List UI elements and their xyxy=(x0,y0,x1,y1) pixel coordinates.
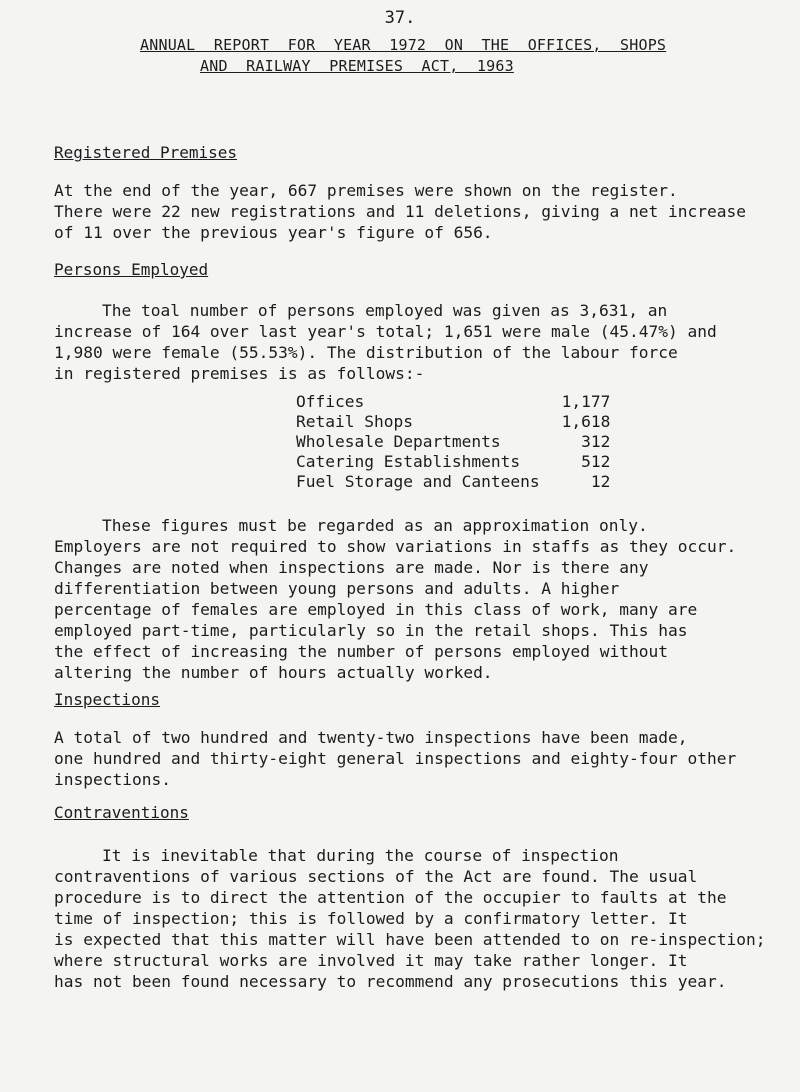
text-line: contraventions of various sections of the Act are found. The usual xyxy=(54,867,698,886)
page-number: 37. xyxy=(384,8,416,28)
row-label: Offices xyxy=(296,392,365,411)
row-label: Retail Shops xyxy=(296,412,413,431)
heading-inspections: Inspections xyxy=(54,690,160,709)
text-line: of 11 over the previous year's figure of 656. xyxy=(54,223,493,242)
row-value: 312 xyxy=(581,432,611,451)
paragraph-registered-premises xyxy=(54,180,794,243)
row-value: 12 xyxy=(590,472,611,491)
heading-persons-employed: Persons Employed xyxy=(54,260,209,279)
row-value: 1,618 xyxy=(561,412,611,431)
text-line: the effect of increasing the number of persons employed without xyxy=(54,642,668,661)
paragraph-inspections xyxy=(54,727,794,790)
text-line: Changes are noted when inspections are made. Nor is there any xyxy=(54,558,649,577)
text-line: It is inevitable that during the course of inspection xyxy=(102,846,619,865)
text-line: procedure is to direct the attention of the occupier to faults at the xyxy=(54,888,727,907)
row-label: Wholesale Departments xyxy=(296,432,501,451)
row-label: Fuel Storage and Canteens xyxy=(296,472,540,491)
paragraph-approximation-note xyxy=(54,515,794,683)
text-line: one hundred and thirty-eight general inspections and eighty-four other xyxy=(54,749,737,768)
text-line: in registered premises is as follows:- xyxy=(54,364,425,383)
row-value: 1,177 xyxy=(561,392,611,411)
text-line: The toal number of persons employed was given as 3,631, an xyxy=(102,301,668,320)
row-value: 512 xyxy=(581,452,611,471)
table-row xyxy=(296,412,610,432)
text-line: employed part-time, particularly so in the retail shops. This has xyxy=(54,621,688,640)
text-line: where structural works are involved it may take rather longer. It xyxy=(54,951,688,970)
text-line: Employers are not required to show variations in staffs as they occur. xyxy=(54,537,737,556)
text-line: A total of two hundred and twenty-two inspections have been made, xyxy=(54,728,688,747)
table-row xyxy=(296,392,610,412)
report-title-line-2: AND RAILWAY PREMISES ACT, 1963 xyxy=(200,57,514,75)
text-line: has not been found necessary to recommend any prosecutions this year. xyxy=(54,972,727,991)
labour-distribution-table xyxy=(296,392,610,492)
text-line: time of inspection; this is followed by a confirmatory letter. It xyxy=(54,909,688,928)
text-line: 1,980 were female (55.53%). The distribution of the labour force xyxy=(54,343,678,362)
table-row xyxy=(296,452,610,472)
paragraph-persons-employed xyxy=(54,300,794,384)
heading-contraventions: Contraventions xyxy=(54,803,189,822)
text-line: These figures must be regarded as an approximation only. xyxy=(102,516,648,535)
text-line: There were 22 new registrations and 11 deletions, giving a net increase xyxy=(54,202,746,221)
paragraph-contraventions xyxy=(54,845,794,992)
report-title-line-1: ANNUAL REPORT FOR YEAR 1972 ON THE OFFICES, SHOPS xyxy=(140,36,667,54)
text-line: is expected that this matter will have been attended to on re-inspection; xyxy=(54,930,766,949)
row-label: Catering Establishments xyxy=(296,452,521,471)
heading-registered-premises: Registered Premises xyxy=(54,143,238,162)
text-line: inspections. xyxy=(54,770,171,789)
table-row xyxy=(296,432,610,452)
text-line: percentage of females are employed in this class of work, many are xyxy=(54,600,698,619)
text-line: differentiation between young persons and adults. A higher xyxy=(54,579,620,598)
text-line: increase of 164 over last year's total; 1,651 were male (45.47%) and xyxy=(54,322,717,341)
text-line: altering the number of hours actually worked. xyxy=(54,663,493,682)
table-row xyxy=(296,472,610,492)
text-line: At the end of the year, 667 premises were shown on the register. xyxy=(54,181,678,200)
